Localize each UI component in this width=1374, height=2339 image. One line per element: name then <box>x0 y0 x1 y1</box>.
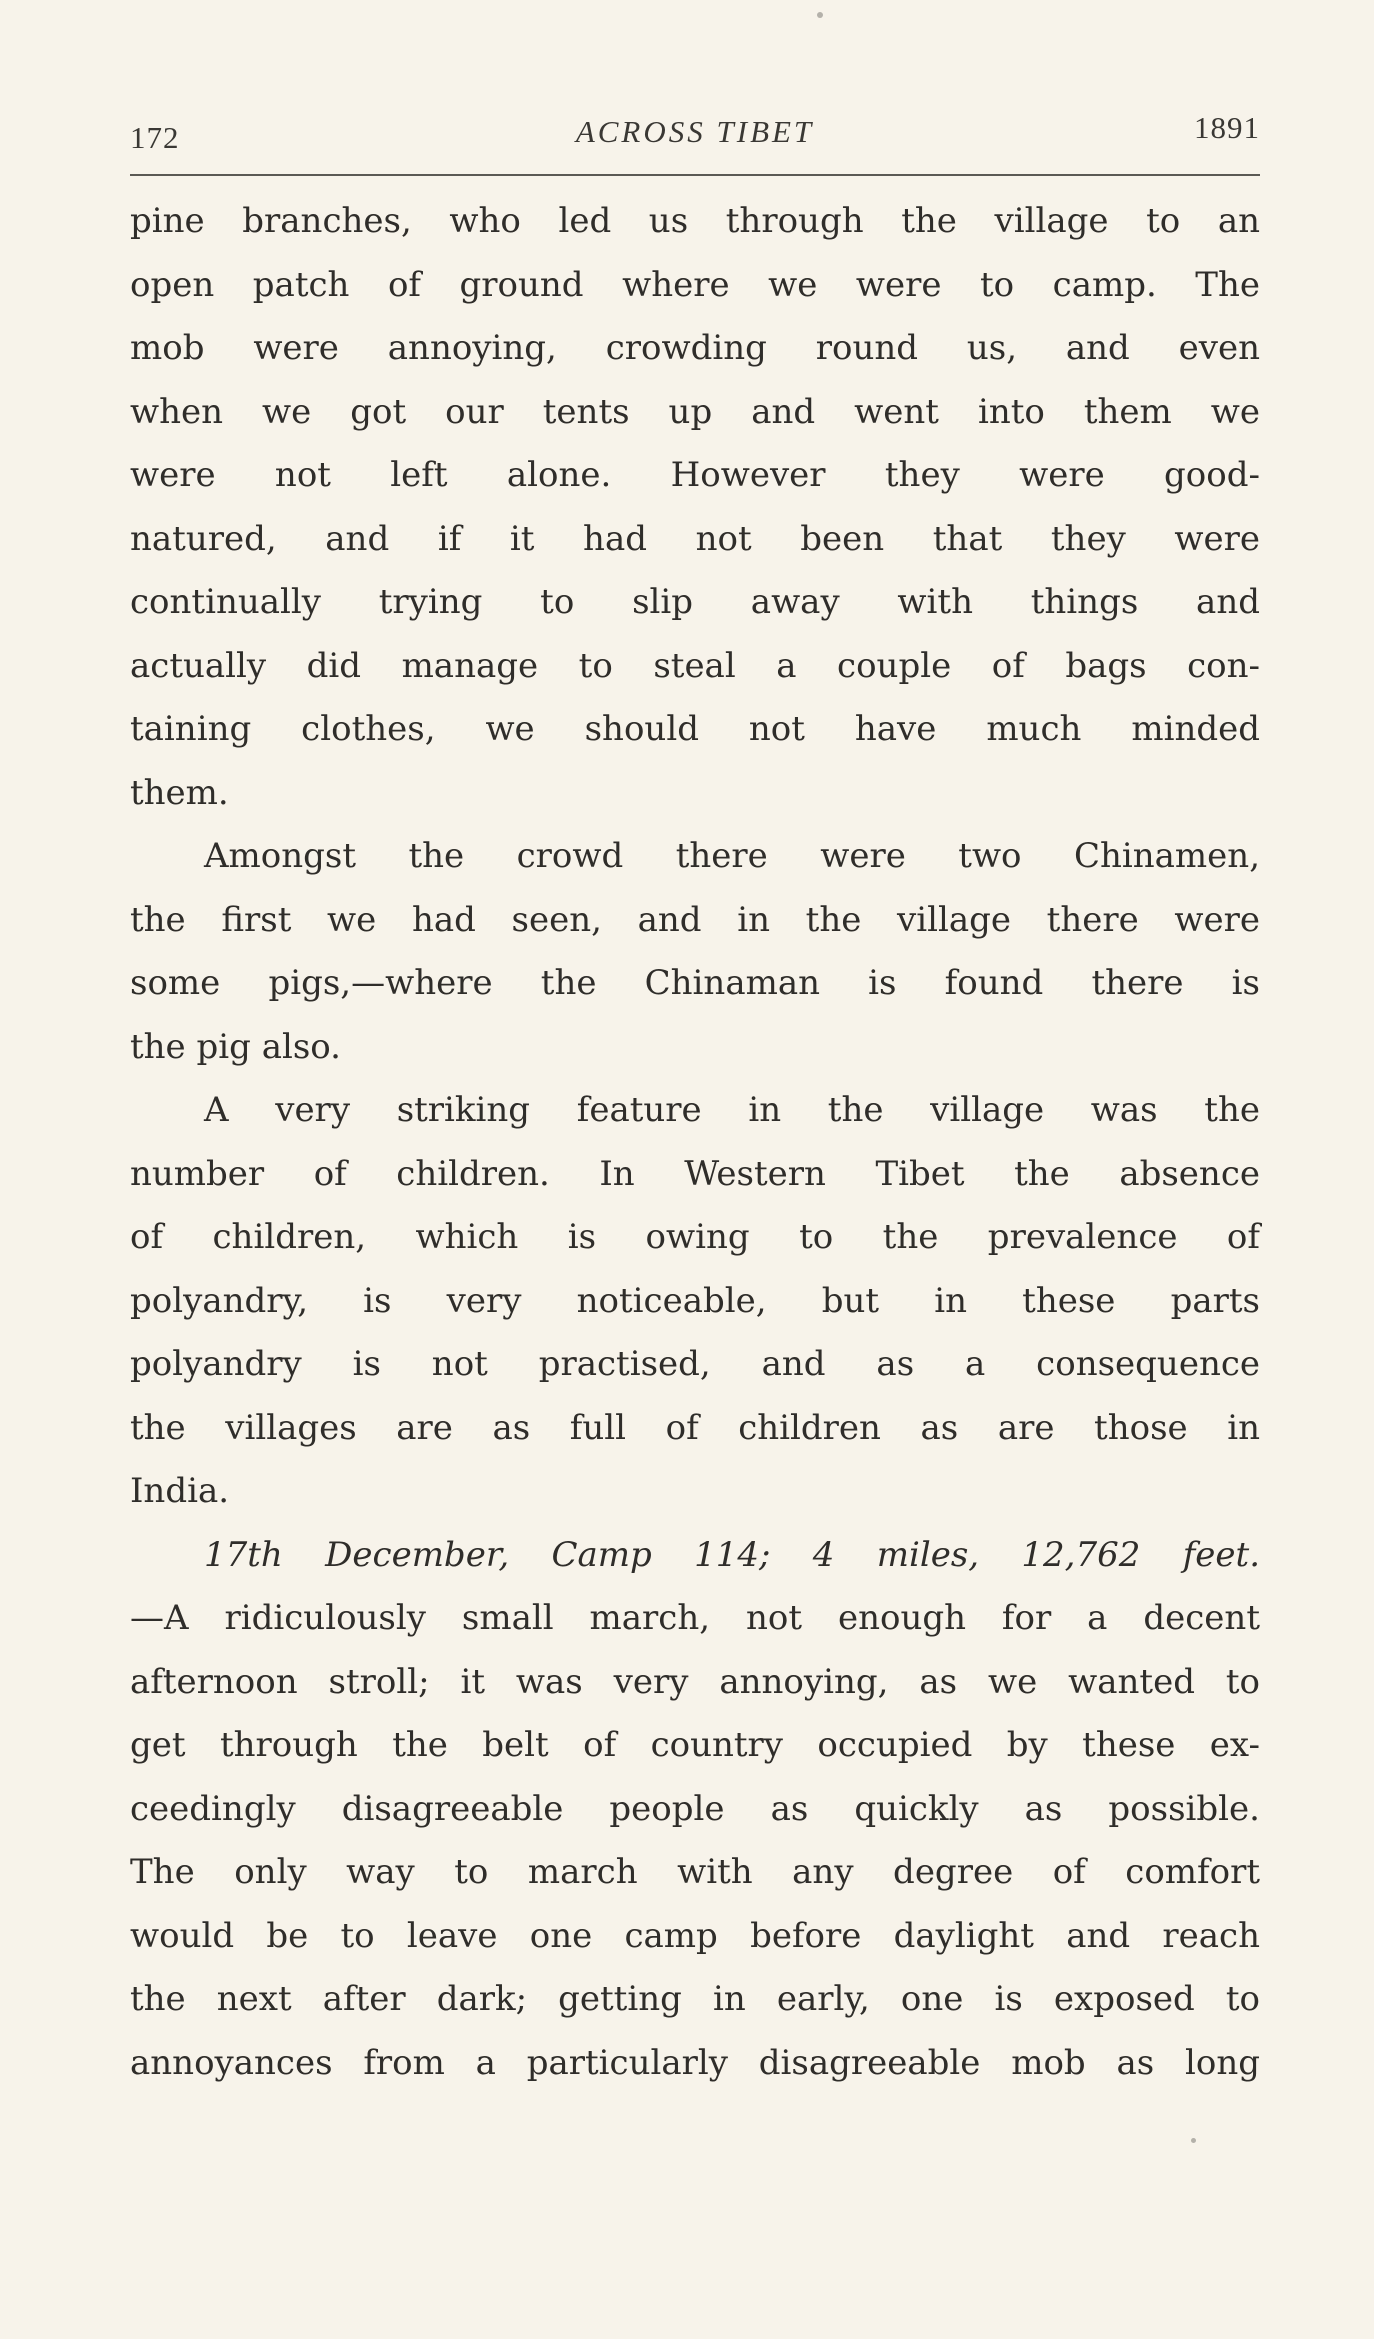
text-line: the pig also. <box>130 1026 341 1067</box>
text-line: A very striking feature in the village was the <box>204 1090 1260 1130</box>
running-title: ACROSS TIBET <box>575 114 815 149</box>
text-line: when we got our tents up and went into them we <box>130 391 1260 432</box>
text-line: the first we had seen, and in the village there were <box>130 899 1260 940</box>
text-line: Amongst the crowd there were two Chinamen, <box>204 836 1260 876</box>
text-line: the next after dark; getting in early, one is exposed to <box>130 1979 1260 2019</box>
print-speck <box>1191 2138 1196 2143</box>
text-line: afternoon stroll; it was very annoying, as we wanted to <box>130 1661 1260 1702</box>
text-line: of children, which is owing to the prevalence of <box>130 1217 1260 1257</box>
text-line: number of children. In Western Tibet the absence <box>130 1153 1260 1194</box>
text-line: get through the belt of country occupied by these ex- <box>130 1725 1260 1765</box>
text-line: some pigs,—where the Chinaman is found there is <box>130 963 1260 1003</box>
body-text <box>130 190 1260 2095</box>
page-number: 172 <box>130 120 180 155</box>
text-line: them. <box>130 772 229 813</box>
text-line: open patch of ground where we were to camp. The <box>130 264 1260 305</box>
text-line: The only way to march with any degree of comfort <box>130 1852 1260 1892</box>
text-line: polyandry, is very noticeable, but in these parts <box>130 1280 1260 1321</box>
text-line: taining clothes, we should not have much minded <box>130 709 1260 749</box>
text-line: ceedingly disagreeable people as quickly as possible. <box>130 1788 1260 1829</box>
entry-heading: 17th December, Camp 114; 4 miles, 12,762 feet. <box>204 1534 1260 1575</box>
header-year: 1891 <box>1194 110 1260 145</box>
text-line: pine branches, who led us through the village to an <box>130 201 1260 241</box>
text-line: polyandry is not practised, and as a consequence <box>130 1344 1260 1384</box>
text-line: natured, and if it had not been that they were <box>130 518 1260 559</box>
text-line: the villages are as full of children as are those in <box>130 1407 1260 1448</box>
text-line: annoyances from a particularly disagreeable mob as long <box>130 2042 1260 2083</box>
print-speck <box>817 12 823 18</box>
text-line: actually did manage to steal a couple of bags con- <box>130 645 1260 686</box>
text-line: were not left alone. However they were good- <box>130 455 1260 495</box>
text-line: would be to leave one camp before daylight and reach <box>130 1915 1260 1956</box>
running-head <box>130 108 1260 158</box>
header-rule <box>130 174 1260 176</box>
text-line: India. <box>130 1471 230 1511</box>
text-line: continually trying to slip away with things and <box>130 582 1260 622</box>
text-line: —A ridiculously small march, not enough for a decent <box>130 1598 1260 1638</box>
text-line: mob were annoying, crowding round us, and even <box>130 328 1260 368</box>
